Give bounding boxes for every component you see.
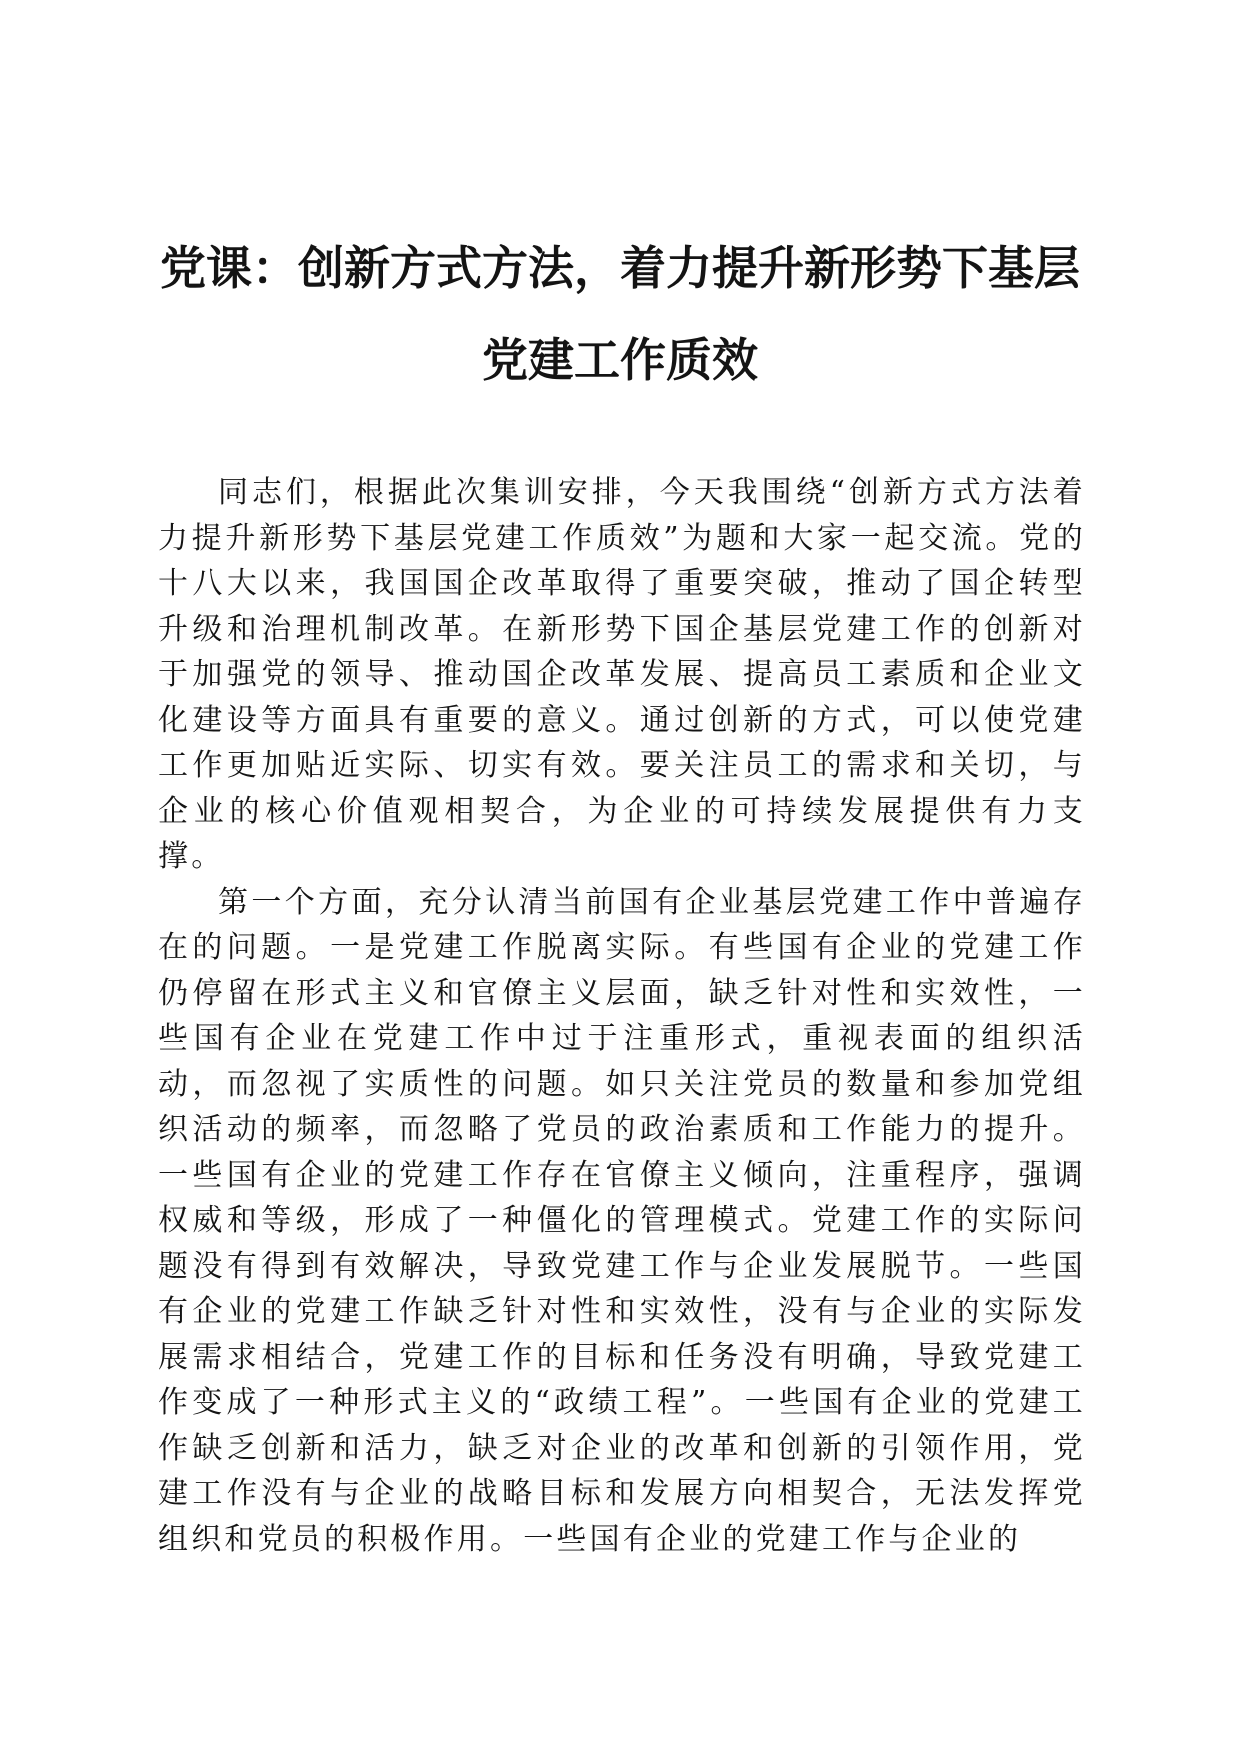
title-line-2: 党建工作质效	[482, 333, 758, 387]
document-body	[158, 470, 1086, 1562]
paragraph-intro: 同志们，根据此次集训安排，今天我围绕“创新方式方法着力提升新形势下基层党建工作质效”为题和大家一起交流。党的十八大以来，我国国企改革取得了重要突破，推动了国企转型升级和治理机制改革。在新形势下国企基层党建工作的创新对于加强党的领导、推动国企改革发展、提高员工素质和企业文化建设等方面具有重要的意义。通过创新的方式，可以使党建工作更加贴近实际、切实有效。要关注员工的需求和关切，与企业的核心价值观相契合，为企业的可持续发展提供有力支撑。	[158, 475, 1086, 874]
title-line-1: 党课：创新方式方法，着力提升新形势下基层	[160, 241, 1080, 295]
paragraph-first-aspect: 第一个方面，充分认清当前国有企业基层党建工作中普遍存在的问题。一是党建工作脱离实际。有些国有企业的党建工作仍停留在形式主义和官僚主义层面，缺乏针对性和实效性，一些国有企业在党建工作中过于注重形式，重视表面的组织活动，而忽视了实质性的问题。如只关注党员的数量和参加党组织活动的频率，而忽略了党员的政治素质和工作能力的提升。一些国有企业的党建工作存在官僚主义倾向，注重程序，强调权威和等级，形成了一种僵化的管理模式。党建工作的实际问题没有得到有效解决，导致党建工作与企业发展脱节。一些国有企业的党建工作缺乏针对性和实效性，没有与企业的实际发展需求相结合，党建工作的目标和任务没有明确，导致党建工作变成了一种形式主义的“政绩工程”。一些国有企业的党建工作缺乏创新和活力，缺乏对企业的改革和创新的引领作用，党建工作没有与企业的战略目标和发展方向相契合，无法发挥党组织和党员的积极作用。一些国有企业的党建工作与企业的	[158, 884, 1086, 1557]
document-title	[150, 222, 1090, 406]
